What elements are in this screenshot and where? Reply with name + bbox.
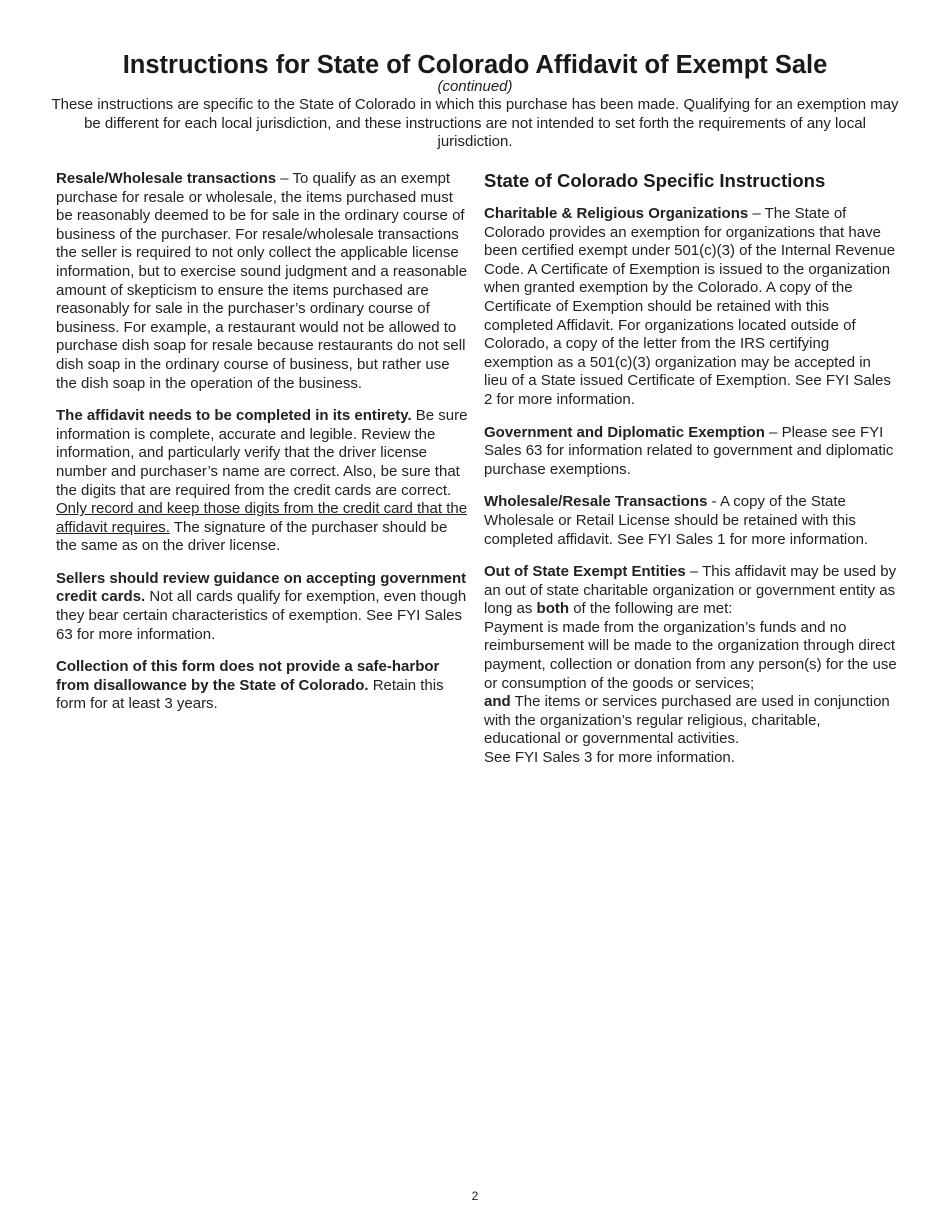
wholesale-paragraph [484,493,898,549]
collection-text: Retain this form for at least 3 years. [56,676,444,713]
sellers-paragraph [56,570,470,644]
affidavit-paragraph [56,407,470,556]
resale-paragraph [56,170,470,393]
charitable-text: – The State of Colorado provides an exemption for organizations that have been certified exempt under 501(c)(3) of the Internal Revenue Code. A Certificate of Exemption is issued to the organization when granted exemption by the Colorado. A copy of the Certificate of Exemption should be retained with this completed Affidavit. For organizations located outside of Colorado, a copy of the letter from the IRS certifying exemption as a 501(c)(3) organization may be accepted in lieu of a State issued Certificate of Exemption. See FYI Sales 2 for more information. [484,205,896,408]
page-number: 2 [471,1189,479,1203]
items-condition-text: The items or services purchased are used in conjunction with the organization’s regular religious, charitable, educational or governmental activities. [484,693,890,748]
payment-condition: Payment is made from the organization’s funds and no reimbursement will be made to the organization through direct payment, collection or donation from any person(s) for the use or consumption of the goods or services; [484,618,897,692]
out-of-state-text: – This affidavit may be used by an out of state charitable organization or government entity as long as [484,563,897,618]
resale-heading: Resale/Wholesale transactions [56,170,277,187]
items-condition [484,693,898,749]
section-heading: State of Colorado Specific Instructions [484,170,826,191]
government-paragraph [484,424,898,480]
out-of-state-text-after: of the following are met: [569,600,733,618]
resale-text: – To qualify as an exempt purchase for resale or wholesale, the items purchased must be reasonably deemed to be for sale in the ordinary course of business of the purchaser. For resale/wholesale transactions the seller is required to not only collect the applicable license information, but to exercise sound judgment and a reasonable amount of skepticism to ensure the items purchased are reasonably for sale in the purchaser’s ordinary course of business. For example, a restaurant would not be allowed to purchase dish soap for resale because restaurants do not sell dish soap in the ordinary course of business, but rather use the dish soap in the operation of the business. [56,170,468,392]
out-of-state-paragraph [484,563,898,768]
collection-paragraph [56,658,470,714]
both-emphasis: both [536,600,570,618]
affidavit-text-after: The signature of the purchaser should be the same as on the driver license. [56,518,448,555]
affidavit-heading: The affidavit needs to be completed in its entirety. [56,407,412,425]
wholesale-heading: Wholesale/Resale Transactions [484,493,708,511]
charitable-paragraph [484,205,898,410]
affidavit-underlined-text: Only record and keep those digits from the credit card that the affidavit requires. [56,500,468,536]
and-emphasis: and [484,693,511,711]
page-subtitle: (continued) [437,78,513,95]
affidavit-text: Be sure information is complete, accurate and legible. Review the information, and particularly verify that the driver license number and purchaser’s name are correct. Also, be sure that the digits that are required from the credit cards are correct. [56,407,468,499]
sellers-heading: Sellers should review guidance on accepting government credit cards. [56,569,467,606]
intro-paragraph: These instructions are specific to the State of Colorado in which this purchase has been made. Qualifying for an exemption may be different for each local jurisdiction, and these instructions are not intended to set forth the requirements of any local jurisdiction. [51,96,899,151]
left-column [56,170,470,728]
government-heading: Government and Diplomatic Exemption [484,423,765,441]
see-fyi-sales-3: See FYI Sales 3 for more information. [484,749,735,767]
sellers-text: Not all cards qualify for exemption, even though they bear certain characteristics of exemption. See FYI Sales 63 for more information. [56,588,467,643]
charitable-heading: Charitable & Religious Organizations [484,205,749,222]
right-column [484,170,898,782]
page-title: Instructions for State of Colorado Affidavit of Exempt Sale [122,51,828,79]
government-text: – Please see FYI Sales 63 for information related to government and diplomatic purchase exemptions. [484,423,894,478]
out-of-state-heading: Out of State Exempt Entities [484,563,686,581]
collection-heading: Collection of this form does not provide a safe-harbor from disallowance by the State of Colorado. [56,658,440,694]
wholesale-text: - A copy of the State Wholesale or Retail License should be retained with this completed affidavit. See FYI Sales 1 for more information. [484,493,869,548]
